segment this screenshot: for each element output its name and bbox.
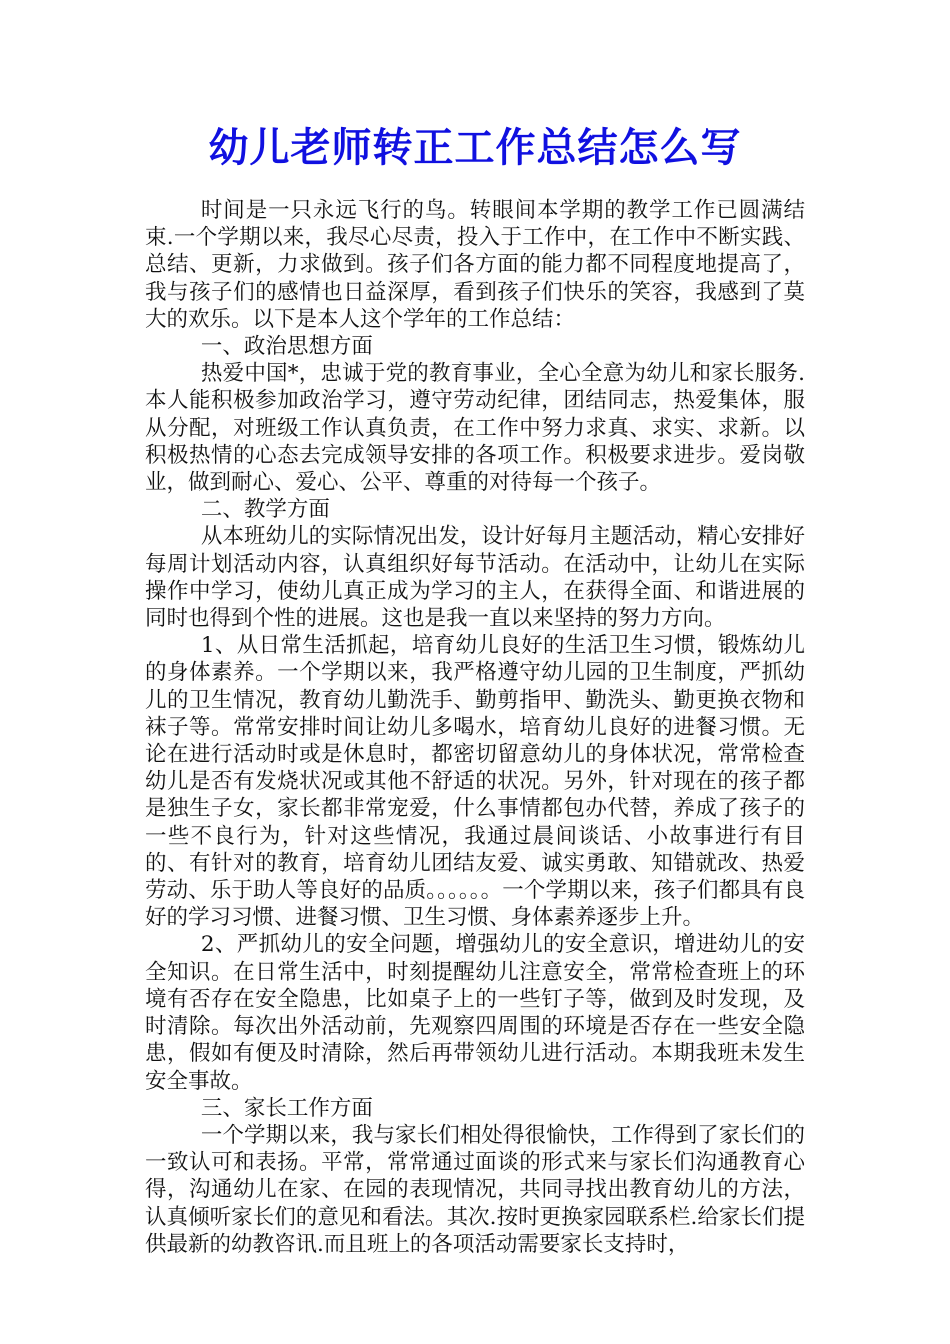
paragraph-politics: 热爱中国*，忠诚于党的教育事业，全心全意为幼儿和家长服务.本人能积极参加政治学习，遵守劳动纪律，团结同志，热爱集体，服从分配，对班级工作认真负责，在工作中努力求真、求实、求新。以积极热情的心态去完成领导安排的各项工作。积极要求进步。爱岗敬业，做到耐心、爱心、公平、尊重的对待每一个孩子。 <box>145 361 805 496</box>
paragraph-daily-life: 1、从日常生活抓起，培育幼儿良好的生活卫生习惯，锻炼幼儿的身体素养。一个学期以来，我严格遵守幼儿园的卫生制度，严抓幼儿的卫生情况，教育幼儿勤洗手、勤剪指甲、勤洗头、勤更换衣物和袜子等。常常安排时间让幼儿多喝水，培育幼儿良好的进餐习惯。无论在进行活动时或是休息时，都密切留意幼儿的身体状况，常常检查幼儿是否有发烧状况或其他不舒适的状况。另外，针对现在的孩子都是独生子女，家长都非常宠爱，什么事情都包办代替，养成了孩子的一些不良行为，针对这些情况，我通过晨间谈话、小故事进行有目的、有针对的教育，培育幼儿团结友爱、诚实勇敢、知错就改、热爱劳动、乐于助人等良好的品质。。。。。。一个学期以来，孩子们都具有良好的学习习惯、进餐习惯、卫生习惯、身体素养逐步上升。 <box>145 633 805 931</box>
section-heading-parents: 三、家长工作方面 <box>200 1095 373 1121</box>
section-heading-teaching: 二、教学方面 <box>200 497 330 523</box>
paragraph-teaching: 从本班幼儿的实际情况出发，设计好每月主题活动，精心安排好每周计划活动内容，认真组织好每节活动。在活动中，让幼儿在实际操作中学习，使幼儿真正成为学习的主人，在获得全面、和谐进展的同时也得到个性的进展。这也是我一直以来坚持的努力方向。 <box>145 524 805 632</box>
section-heading-politics: 一、政治思想方面 <box>200 334 373 360</box>
paragraph-intro: 时间是一只永远飞行的鸟。转眼间本学期的教学工作已圆满结束.一个学期以来，我尽心尽责，投入于工作中，在工作中不断实践、总结、更新，力求做到。孩子们各方面的能力都不同程度地提高了，我与孩子们的感情也日益深厚，看到孩子们快乐的笑容，我感到了莫大的欢乐。以下是本人这个学年的工作总结： <box>145 198 805 332</box>
document-title: 幼儿老师转正工作总结怎么写 <box>208 124 742 171</box>
paragraph-safety: 2、严抓幼儿的安全问题，增强幼儿的安全意识，增进幼儿的安全知识。在日常生活中，时刻提醒幼儿注意安全，常常检查班上的环境有否存在安全隐患，比如桌子上的一些钉子等，做到及时发现，及时清除。每次出外活动前，先观察四周围的环境是否存在一些安全隐患，假如有便及时清除，然后再带领幼儿进行活动。本期我班未发生安全事故。 <box>145 932 805 1094</box>
document-body <box>145 197 805 1258</box>
paragraph-parents: 一个学期以来，我与家长们相处得很愉快，工作得到了家长们的一致认可和表扬。平常，常常通过面谈的形式来与家长们沟通教育心得，沟通幼儿在家、在园的表现情况，共同寻找出教育幼儿的方法，认真倾听家长们的意见和看法。其次.按时更换家园联系栏.给家长们提供最新的幼教咨讯.而且班上的各项活动需要家长支持时， <box>145 1122 805 1257</box>
